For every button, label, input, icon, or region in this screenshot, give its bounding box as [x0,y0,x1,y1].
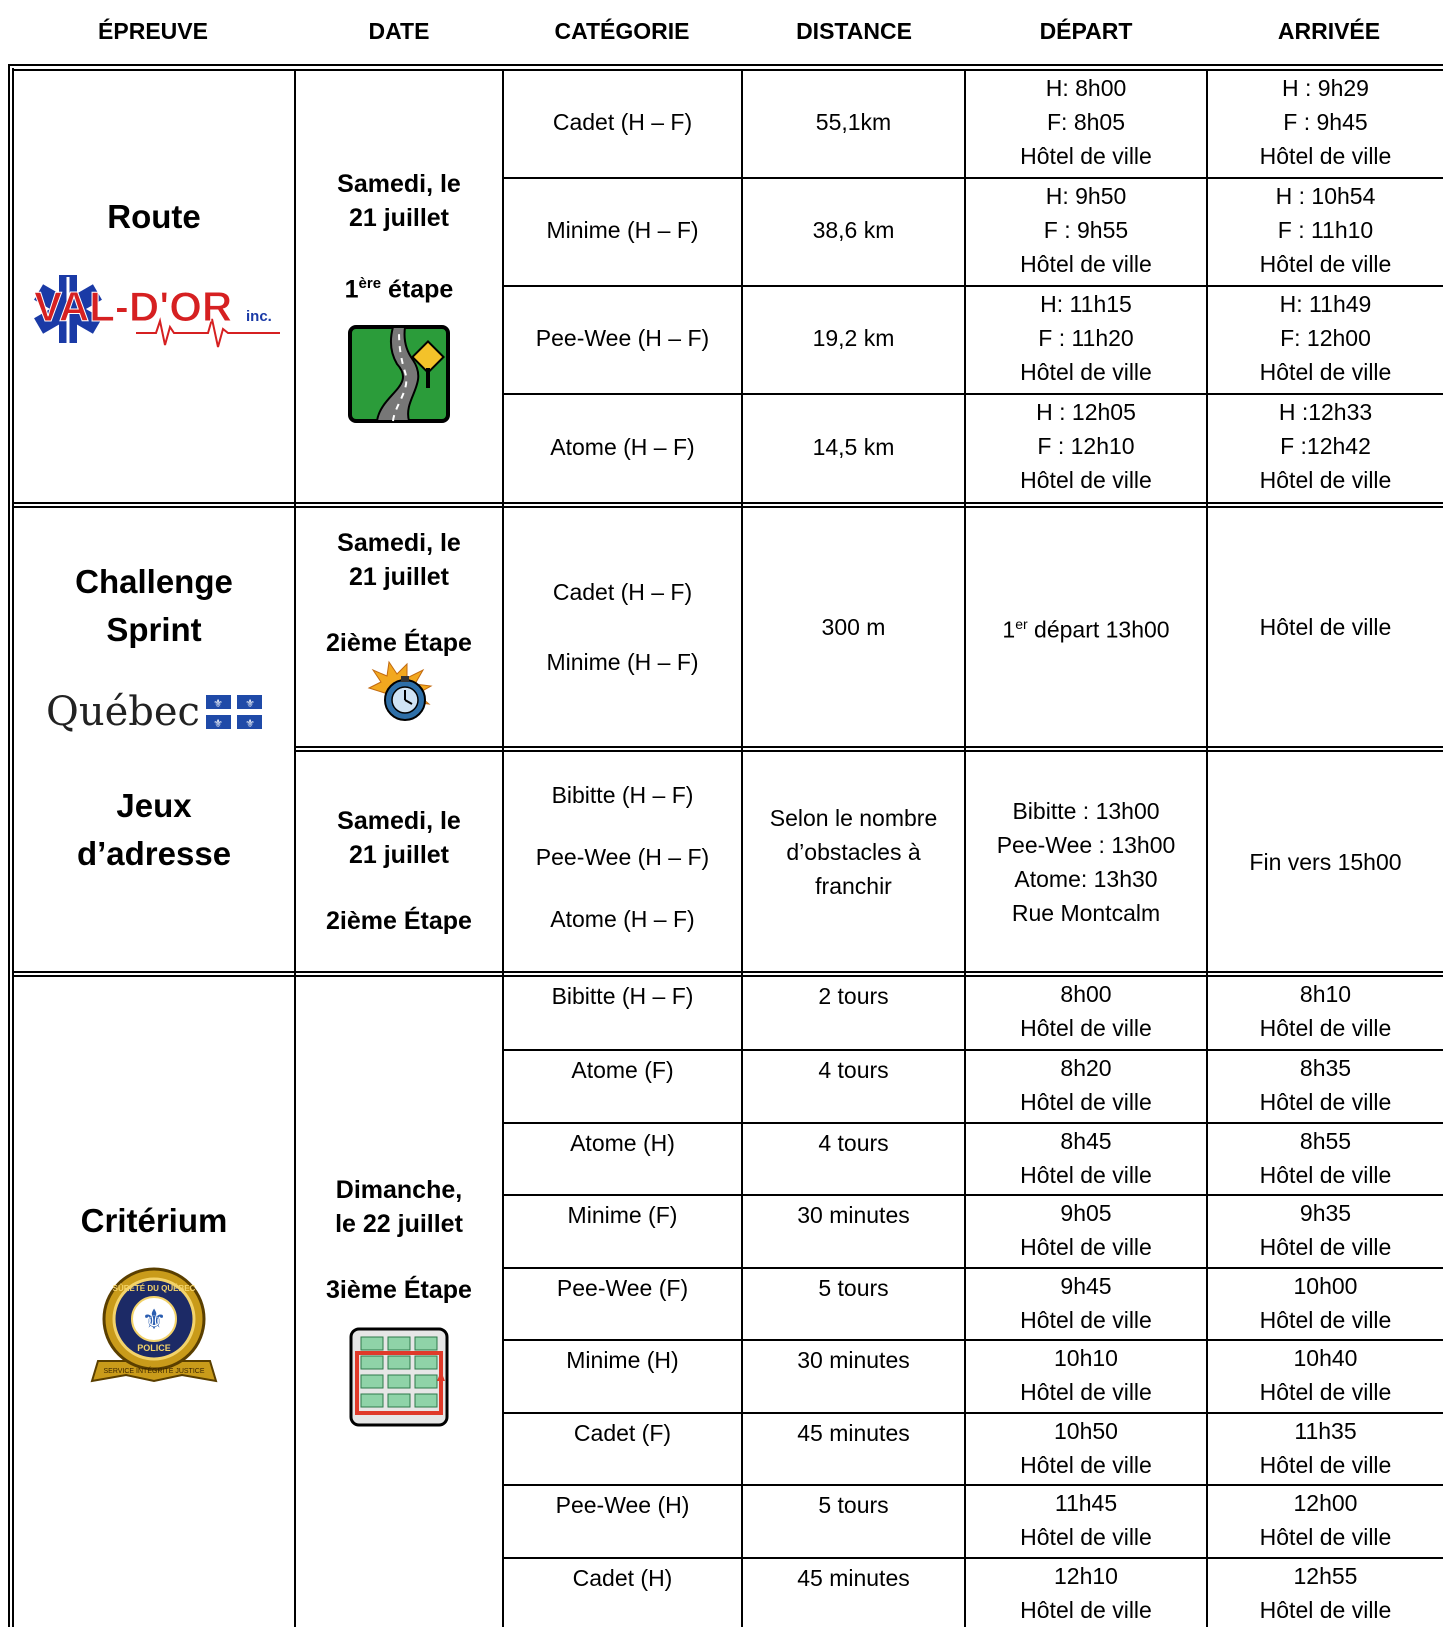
adresse-stage: 2ième Étape [326,906,472,935]
criterium-arrivee-cell [1208,1341,1443,1412]
criterium-distance-cell [743,1051,964,1122]
criterium-date-line1: Dimanche, [335,1176,463,1204]
criterium-depart-cell-text: 10h50 [1054,1418,1118,1444]
route-category-cell-text: Pee-Wee (H – F) [535,325,710,351]
criterium-arrivee-cell-text: Hôtel de ville [1259,1379,1392,1405]
criterium-category-cell [504,1269,741,1339]
adresse-arrivee: Fin vers 15h00 [1249,848,1402,875]
route-event-cell [14,71,294,502]
criterium-depart-cell [966,1051,1206,1122]
route-depart-cell-text: H: 11h15 [1040,291,1132,317]
sprint-category: Minime (H – F) [546,649,699,675]
criterium-depart-cell-text: 9h45 [1060,1273,1112,1299]
adresse-distance-line: Selon le nombre [769,804,938,831]
criterium-distance-cell [743,1414,964,1484]
sprint-arrivee: Hôtel de ville [1259,614,1392,640]
criterium-category-cell-text: Minime (F) [567,1202,678,1228]
sprint-depart: 1er départ 13h00 [1002,616,1170,643]
sprint-distance: 300 m [821,614,886,640]
criterium-depart-cell-text: 10h10 [1054,1345,1118,1371]
criterium-category-cell-text: Pee-Wee (F) [556,1275,689,1301]
criterium-arrivee-cell-text: 12h00 [1293,1490,1358,1516]
criterium-depart-cell-text: 8h00 [1060,981,1112,1007]
stopwatch-icon [363,660,435,724]
criterium-depart-cell [966,1196,1206,1267]
sprint-event-title-line2: Sprint [106,611,202,648]
road-sign-icon [347,324,451,424]
route-distance-cell [743,395,964,502]
criterium-depart-cell-text: 12h10 [1054,1563,1118,1589]
route-category-cell-text: Atome (H – F) [550,433,695,460]
sprint-arrivee-cell [1208,508,1443,746]
criterium-distance-cell-text: 30 minutes [797,1202,910,1228]
criterium-arrivee-cell-text: 11h35 [1294,1418,1357,1444]
route-depart-cell-text: Hôtel de ville [1020,467,1152,493]
criterium-arrivee-cell-text: Hôtel de ville [1259,1089,1392,1115]
criterium-depart-cell-text: Hôtel de ville [1020,1597,1152,1623]
route-distance-cell [743,287,964,393]
criterium-arrivee-cell-text: 10h40 [1293,1345,1358,1371]
sprint-event-cell [14,508,294,971]
sprint-date-line2: 21 juillet [348,563,450,591]
adresse-category: Atome (H – F) [550,905,695,932]
svg-text:⚜: ⚜ [213,698,223,710]
route-distance-cell-text: 55,1km [815,109,892,135]
criterium-event-title: Critérium [80,1202,228,1239]
adresse-distance-line: franchir [815,872,892,899]
criterium-arrivee-cell [1208,1051,1443,1122]
criterium-stage: 3ième Étape [326,1276,472,1304]
adresse-date-cell [296,752,502,971]
header-date: DATE [368,18,430,44]
criterium-distance-cell-text: 5 tours [818,1275,889,1301]
criterium-distance-cell [743,1559,964,1630]
header-arrivee: ARRIVÉE [1277,18,1381,44]
sprint-depart-cell [966,508,1206,746]
criterium-depart-cell [966,977,1206,1049]
route-stage: 1ère étape [344,275,454,304]
criterium-category-cell-text: Minime (H) [566,1347,679,1373]
route-depart-cell-text: F : 12h10 [1037,433,1135,459]
sprint-distance-cell [743,508,964,746]
route-arrivee-cell-text: F : 9h45 [1283,109,1368,135]
criterium-category-cell [504,1124,741,1194]
criterium-event-cell [14,977,294,1627]
criterium-distance-cell-text: 5 tours [818,1492,889,1518]
route-depart-cell-text: H: 9h50 [1045,183,1127,209]
adresse-depart-line: Pee-Wee : 13h00 [996,831,1176,858]
adresse-category: Pee-Wee (H – F) [535,843,710,870]
criterium-depart-cell-text: 8h20 [1060,1055,1112,1081]
subsection-separator-a [295,746,1443,748]
route-arrivee-cell-text: H :12h33 [1278,399,1373,425]
criterium-category-cell-text: Atome (F) [571,1057,674,1083]
criterium-arrivee-cell-text: 12h55 [1293,1563,1358,1589]
adresse-distance-cell [743,752,964,971]
table-border-left-outer [8,64,10,1627]
route-arrivee-cell-text: H: 11h49 [1279,291,1372,317]
header-epreuve: ÉPREUVE [98,18,208,44]
route-arrivee-cell-text: Hôtel de ville [1259,143,1392,169]
table-border-top-outer [8,64,1443,66]
criterium-depart-cell [966,1269,1206,1339]
route-arrivee-cell-text: H : 10h54 [1275,183,1376,209]
sprint-stage: 2ième Étape [326,629,472,657]
criterium-category-cell [504,1341,741,1412]
criterium-arrivee-cell-text: Hôtel de ville [1259,1234,1392,1260]
route-arrivee-cell-text: H : 9h29 [1282,75,1369,101]
route-distance-cell-text: 38,6 km [812,217,895,243]
criterium-arrivee-cell-text: Hôtel de ville [1259,1162,1392,1188]
route-arrivee-cell-text: Hôtel de ville [1259,359,1392,385]
svg-text:⚜: ⚜ [141,1304,167,1335]
criterium-category-cell-text: Bibitte (H – F) [551,983,694,1009]
criterium-arrivee-cell [1208,977,1443,1049]
route-arrivee-cell-text: F : 11h10 [1277,217,1374,243]
adresse-depart-line: Bibitte : 13h00 [1012,797,1160,824]
route-category-cell [504,179,741,285]
criterium-category-cell [504,1559,741,1630]
star-of-life-icon [28,271,280,349]
criterium-depart-cell-text: 8h45 [1060,1128,1112,1154]
route-depart-cell-text: Hôtel de ville [1020,251,1152,277]
route-depart-cell-text: F : 9h55 [1043,217,1129,243]
route-date-cell [296,71,502,502]
section-separator-1a [12,502,1443,504]
adresse-category: Bibitte (H – F) [551,781,694,808]
criterium-arrivee-cell-text: 8h10 [1299,981,1352,1007]
criterium-depart-cell [966,1414,1206,1484]
criterium-category-cell [504,1196,741,1267]
criterium-category-cell-text: Atome (H) [570,1130,675,1156]
route-distance-cell [743,179,964,285]
badge-ribbon-text: SERVICE INTÉGRITÉ JUSTICE [103,1368,205,1375]
header-depart: DÉPART [1039,18,1133,44]
route-depart-cell-text: F: 8h05 [1047,109,1125,135]
criterium-depart-cell-text: Hôtel de ville [1020,1015,1152,1041]
header-categorie: CATÉGORIE [554,18,690,44]
criterium-category-cell-text: Pee-Wee (H) [555,1492,690,1518]
criterium-depart-cell-text: Hôtel de ville [1020,1162,1152,1188]
adresse-depart-cell [966,752,1206,971]
criterium-arrivee-cell-text: Hôtel de ville [1259,1307,1392,1333]
route-arrivee-cell [1208,71,1443,177]
criterium-category-cell [504,1414,741,1484]
criterium-category-cell [504,1486,741,1557]
criterium-depart-cell-text: 11h45 [1054,1490,1118,1516]
criterium-distance-cell-text: 4 tours [818,1057,889,1083]
criterium-category-cell-text: Cadet (F) [573,1420,672,1446]
police-badge-icon [90,1263,218,1393]
route-category-cell [504,395,741,502]
criterium-depart-cell [966,1124,1206,1194]
adresse-event-title-line2: d’adresse [76,835,232,872]
criterium-arrivee-cell-text: 10h00 [1293,1273,1358,1299]
route-distance-cell-text: 14,5 km [812,433,895,460]
adresse-depart-line: Rue Montcalm [1011,899,1161,926]
valdor-logo-suffix: inc. [246,308,272,325]
route-depart-cell [966,395,1206,502]
quebec-logo [46,690,262,734]
section-separator-2a [12,971,1443,973]
svg-text:⚜: ⚜ [245,698,255,710]
criterium-distance-cell [743,977,964,1049]
criterium-arrivee-cell [1208,1269,1443,1339]
criterium-depart-cell-text: Hôtel de ville [1020,1089,1152,1115]
criterium-category-cell [504,977,741,1049]
route-depart-cell-text: F : 11h20 [1038,325,1134,351]
criterium-depart-cell-text: Hôtel de ville [1020,1524,1152,1550]
badge-text: SÛRETÉ DU QUÉBEC [112,1284,196,1293]
route-arrivee-cell-text: F :12h42 [1280,433,1371,459]
criterium-arrivee-cell [1208,1196,1443,1267]
criterium-distance-cell [743,1124,964,1194]
criterium-distance-cell [743,1269,964,1339]
criterium-distance-cell-text: 2 tours [818,983,889,1009]
criterium-date-cell [296,977,502,1627]
adresse-date-line1: Samedi, le [337,806,461,835]
route-depart-cell-text: Hôtel de ville [1020,359,1152,385]
sprint-date-line1: Samedi, le [337,529,461,557]
sprint-category: Cadet (H – F) [552,579,693,605]
criterium-arrivee-cell [1208,1486,1443,1557]
badge-sub-text: POLICE [137,1343,171,1353]
criterium-depart-cell [966,1341,1206,1412]
criterium-depart-cell-text: Hôtel de ville [1020,1307,1152,1333]
route-depart-cell-text: Hôtel de ville [1020,143,1152,169]
route-category-cell [504,71,741,177]
criterium-arrivee-cell [1208,1124,1443,1194]
criterium-arrivee-cell [1208,1414,1443,1484]
criterium-distance-cell-text: 45 minutes [797,1565,910,1591]
route-arrivee-cell [1208,287,1443,393]
adresse-event-title-line1: Jeux [116,787,192,824]
criterium-category-cell [504,1051,741,1122]
valdor-logo-text: VAL-D'OR [34,283,233,330]
route-distance-cell-text: 19,2 km [812,325,895,351]
criterium-distance-cell-text: 45 minutes [797,1420,910,1446]
adresse-depart-line: Atome: 13h30 [1014,865,1158,892]
criterium-arrivee-cell-text: 9h35 [1299,1200,1352,1226]
criterium-arrivee-cell-text: Hôtel de ville [1259,1452,1392,1478]
svg-text:⚜: ⚜ [245,718,255,729]
route-category-cell [504,287,741,393]
criterium-distance-cell [743,1196,964,1267]
route-date-line1: Samedi, le [337,170,461,198]
criterium-depart-cell-text: Hôtel de ville [1020,1234,1152,1260]
route-depart-cell [966,179,1206,285]
route-depart-cell-text: H : 12h05 [1036,399,1136,425]
criterium-depart-cell-text: Hôtel de ville [1020,1379,1152,1405]
route-event-title: Route [107,198,201,235]
column-headers [0,0,1443,64]
criterium-depart-cell [966,1486,1206,1557]
criterium-arrivee-cell-text: Hôtel de ville [1259,1524,1392,1550]
criterium-arrivee-cell-text: 8h55 [1299,1128,1352,1154]
sprint-categories-cell [504,508,741,746]
adresse-arrivee-cell [1208,752,1443,971]
criterium-depart-cell-text: 9h05 [1060,1200,1112,1226]
criterium-distance-cell [743,1341,964,1412]
criterium-depart-cell [966,1559,1206,1630]
criterium-category-cell-text: Cadet (H) [572,1565,673,1591]
criterium-date-line2: le 22 juillet [335,1210,463,1238]
route-depart-cell-text: H: 8h00 [1045,75,1127,101]
quebec-flag-icon [206,695,262,729]
route-arrivee-cell-text: Hôtel de ville [1259,467,1392,493]
adresse-distance-line: d’obstacles à [786,838,921,865]
criterium-arrivee-cell-text: Hôtel de ville [1259,1015,1392,1041]
svg-text:⚜: ⚜ [213,718,223,729]
route-distance-cell [743,71,964,177]
criterium-arrivee-cell [1208,1559,1443,1630]
quebec-logo-text: Québec [46,689,200,735]
header-distance: DISTANCE [796,18,912,44]
route-date-line2: 21 juillet [348,204,450,232]
calendar-icon [349,1327,449,1427]
route-depart-cell [966,71,1206,177]
criterium-distance-cell-text: 30 minutes [797,1347,910,1373]
criterium-depart-cell-text: Hôtel de ville [1020,1452,1152,1478]
criterium-arrivee-cell-text: Hôtel de ville [1259,1597,1392,1623]
criterium-distance-cell-text: 4 tours [818,1130,889,1156]
route-arrivee-cell [1208,179,1443,285]
sprint-date-cell [296,508,502,746]
sprint-event-title-line1: Challenge [75,563,233,600]
route-depart-cell [966,287,1206,393]
criterium-arrivee-cell-text: 8h35 [1299,1055,1352,1081]
route-arrivee-cell-text: Hôtel de ville [1259,251,1392,277]
route-category-cell-text: Minime (H – F) [546,217,699,243]
route-category-cell-text: Cadet (H – F) [552,109,693,135]
route-arrivee-cell [1208,395,1443,502]
adresse-categories-cell [504,752,741,971]
adresse-date-line2: 21 juillet [348,840,450,869]
criterium-distance-cell [743,1486,964,1557]
route-arrivee-cell-text: F: 12h00 [1280,325,1371,351]
